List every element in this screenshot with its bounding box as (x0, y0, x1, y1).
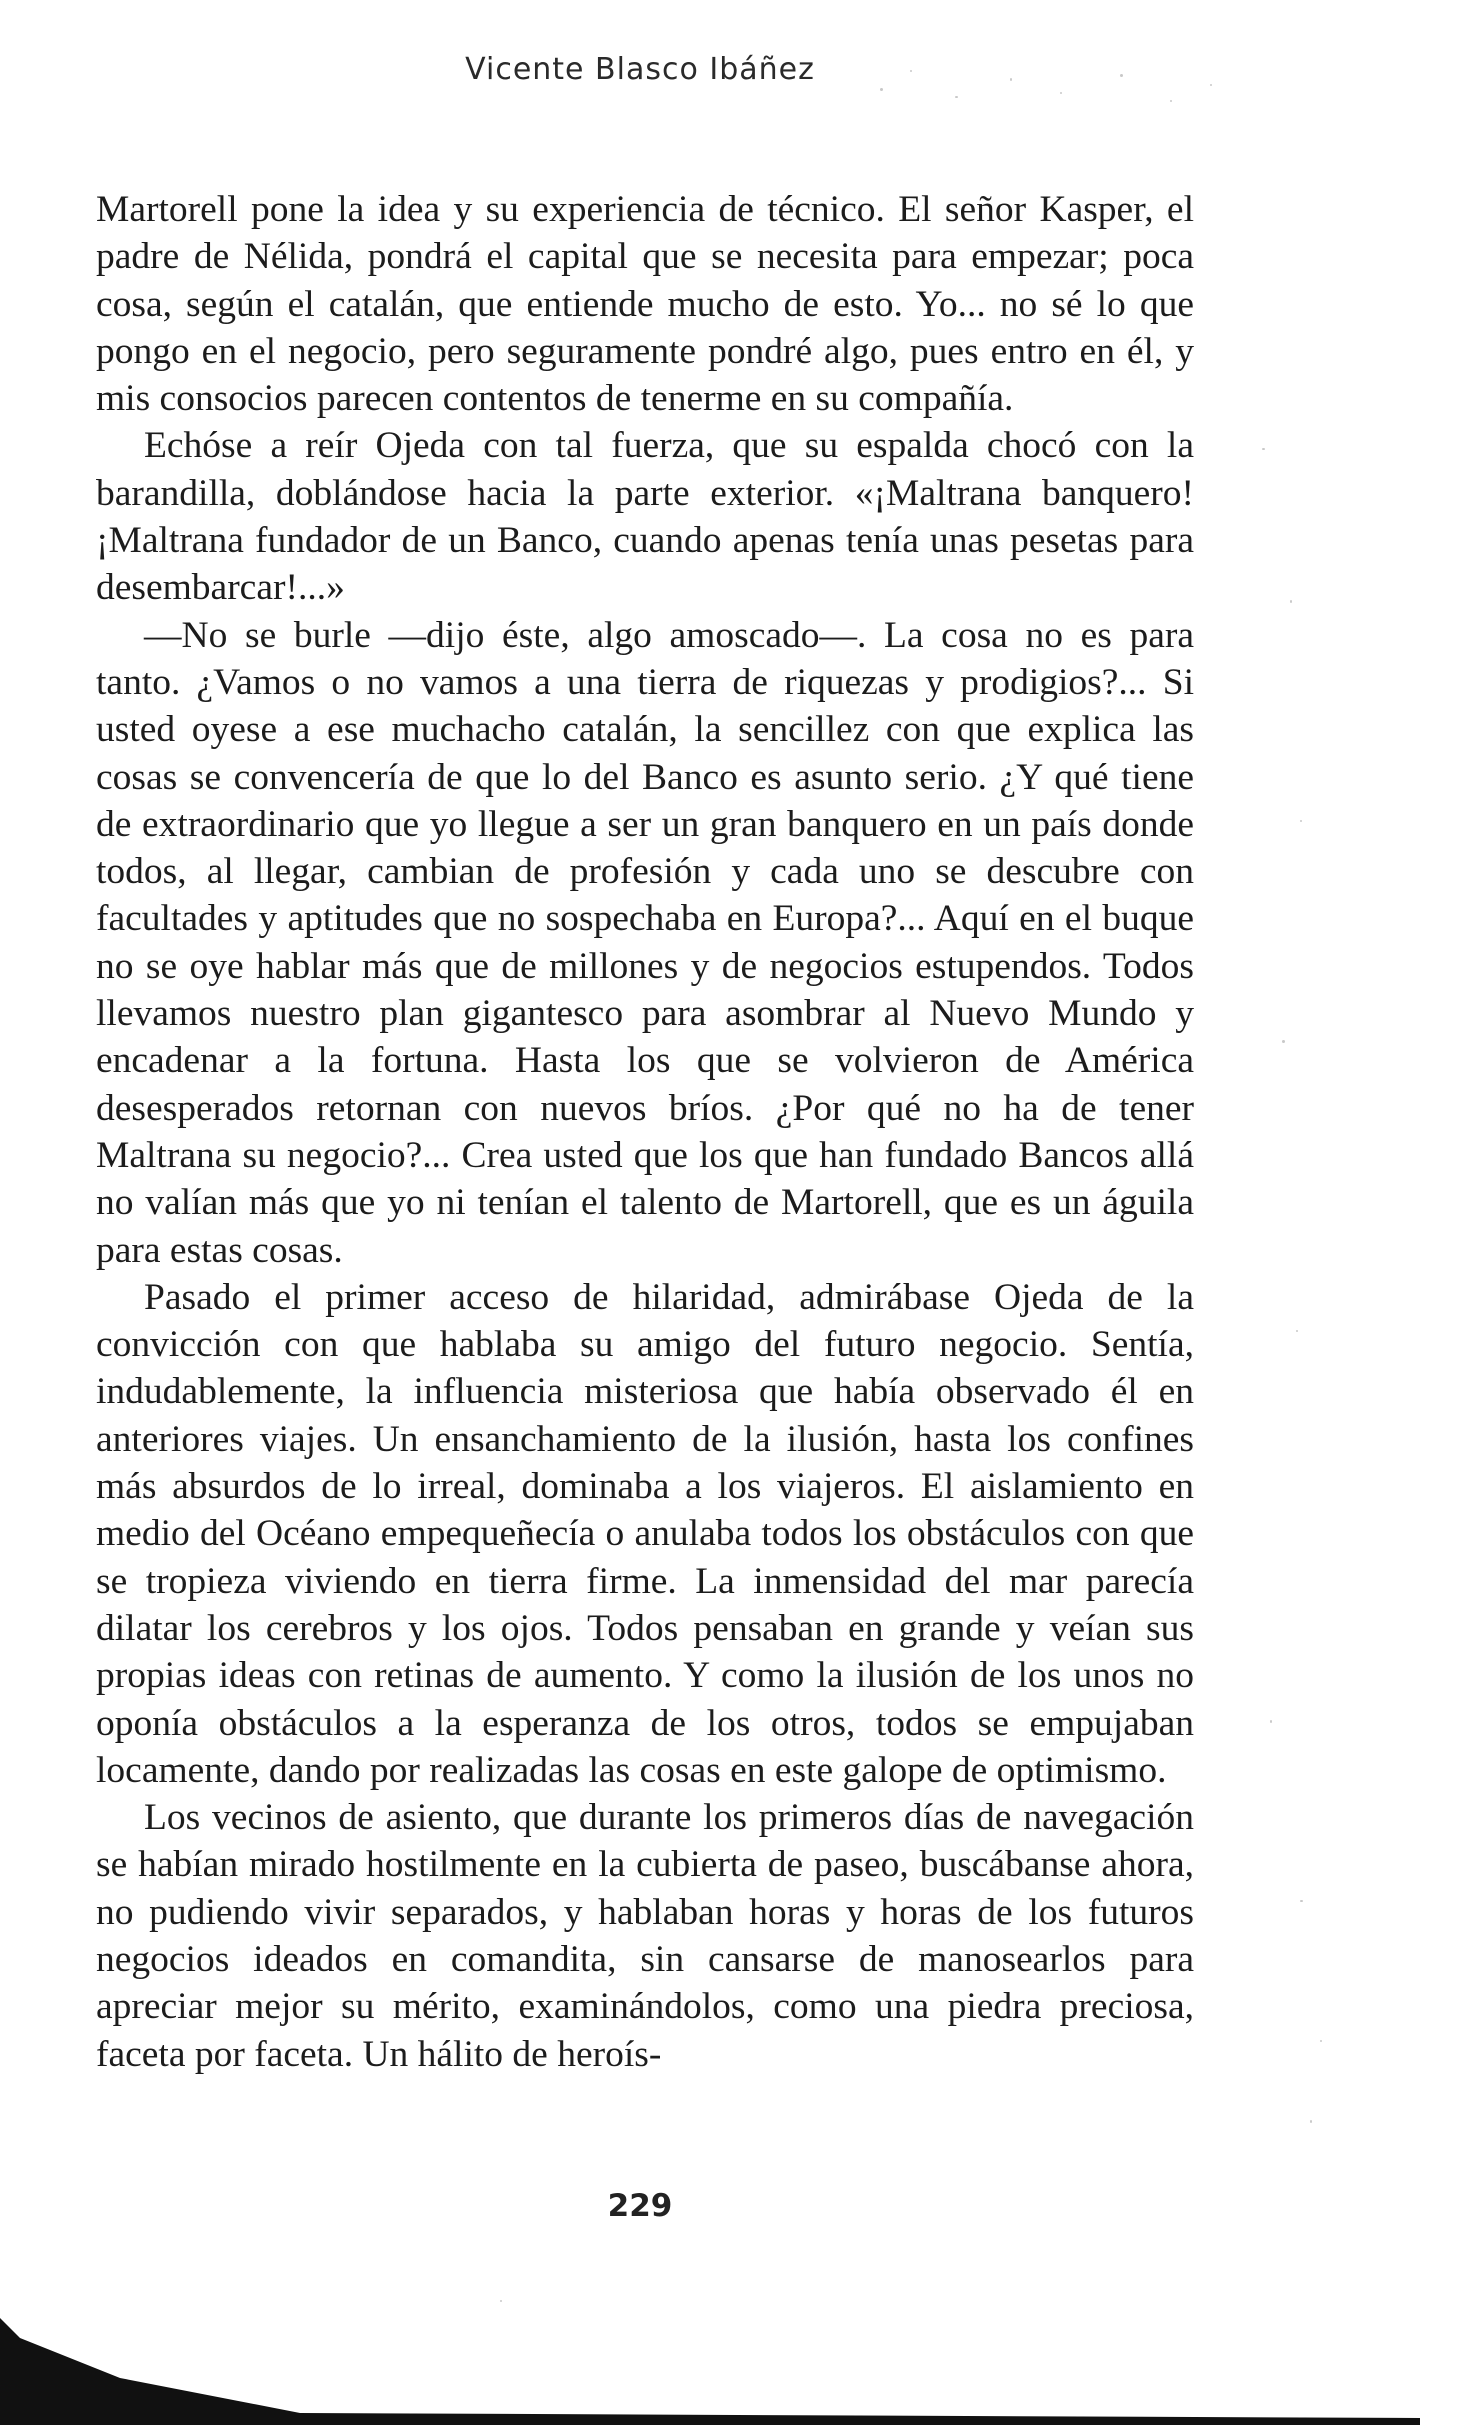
scan-edge-shadow (0, 2278, 1420, 2425)
paragraph-3: —No se burle —dijo éste, algo amoscado—. La cosa no es para tanto. ¿Vamos o no vamos a una tierra de riquezas y prodigios?... Si usted oyese a ese muchacho catalán, la sencillez con que explica las cosas se convencería de que lo del Banco es asunto serio. ¿Y qué tiene de extraordinario que yo llegue a ser un gran banquero en un país donde todos, al llegar, cambian de profesión y cada uno se descubre con facultades y aptitudes que no sospechaba en Europa?... Aquí en el buque no se oye hablar más que de millones y de negocios estupendos. Todos llevamos nuestro plan gigantesco para asombrar al Nuevo Mundo y encadenar a la fortuna. Hasta los que se volvieron de América desesperados retornan con nuevos bríos. ¿Por qué no ha de tener Maltrana su negocio?... Crea usted que los que han fundado Bancos allá no valían más que yo ni tenían el talento de Martorell, que es un águila para estas cosas. (96, 614, 1194, 1271)
paragraph-2: Echóse a reír Ojeda con tal fuerza, que su espalda chocó con la barandilla, doblándose hacia la parte exterior. «¡Maltrana banquero! ¡Maltrana fundador de un Banco, cuando apenas tenía unas pesetas para desembarcar!...» (96, 425, 1194, 609)
page-body (96, 186, 1194, 2078)
paragraph-1: Martorell pone la idea y su experiencia de técnico. El señor Kasper, el padre de Nélida, pondrá el capital que se necesita para empezar; poca cosa, según el catalán, que entiende mucho de esto. Yo... no sé lo que pongo en el negocio, pero seguramente pondré algo, pues entro en él, y mis consocios parecen contentos de tenerme en su compañía. (96, 189, 1194, 420)
running-header: Vicente Blasco Ibáñez (465, 52, 815, 87)
paragraph-5: Los vecinos de asiento, que durante los primeros días de navegación se habían mirado hostilmente en la cubierta de paseo, buscábanse ahora, no pudiendo vivir separados, y hablaban horas y horas de los futuros negocios ideados en comandita, sin cansarse de manosearlos para apreciar mejor su mérito, examinándolos, como una piedra preciosa, faceta por faceta. Un hálito de heroís- (96, 1797, 1194, 2075)
paragraph-4: Pasado el primer acceso de hilaridad, admirábase Ojeda de la convicción con que hablaba su amigo del futuro negocio. Sentía, indudablemente, la influencia misteriosa que había observado él en anteriores viajes. Un ensanchamiento de la ilusión, hasta los confines más absurdos de lo irreal, dominaba a los viajeros. El aislamiento en medio del Océano empequeñecía o anulaba todos los obstáculos con que se tropieza viviendo en tierra firme. La inmensidad del mar parecía dilatar los cerebros y los ojos. Todos pensaban en grande y veían sus propias ideas con retinas de aumento. Y como la ilusión de los unos no oponía obstáculos a la esperanza de los otros, todos se empujaban locamente, dando por realizadas las cosas en este galope de optimismo. (96, 1276, 1194, 1791)
page-number: 229 (607, 2188, 673, 2224)
